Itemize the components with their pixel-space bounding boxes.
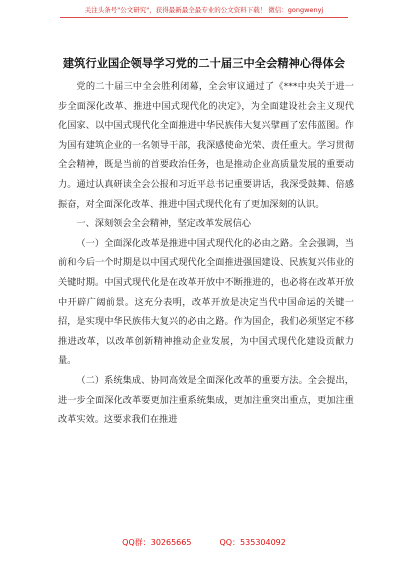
paragraph-intro: 党的二十届三中全会胜利闭幕，全会审议通过了《***中央关于进一步全面深化改革、推进中国式现代化的决定》，为全面建设社会主义现代化国家、以中国式现代化全面推进中华民族伟大复兴擘画了宏伟蓝图。作为国有建筑企业的一名领导干部，我深感使命光荣、责任重大。学习贯彻全会精神，既是当前的首要政治任务，也是推动企业高质量发展的重要动力。通过认真研读全会公报和习近平总书记重要讲话，我深受鼓舞、倍感振奋，对全面深化改革、推进中国式现代化有了更加深刻的认识。 xyxy=(58,81,354,210)
paragraph-point-1: （一）全面深化改革是推进中国式现代化的必由之路。全会强调，当前和今后一个时期是以中国式现代化全面推进强国建设、民族复兴伟业的关键时期。中国式现代化是在改革开放中不断推进的，也必将在改革开放中开辟广阔前景。这充分表明，改革开放是决定当代中国命运的关键一招，是实现中华民族伟大复兴的必由之路。作为国企，我们必须坚定不移推进改革，以改革创新精神推动企业发展，为中国式现代化建设贡献力量。 xyxy=(58,237,354,367)
document-body xyxy=(58,77,354,430)
document-title: 建筑行业国企领导学习党的二十届三中全会精神心得体会 xyxy=(62,56,346,70)
banner-divider xyxy=(60,17,348,18)
footer-contact xyxy=(0,538,408,548)
paragraph-point-2: （二）系统集成、协同高效是全面深化改革的重要方法。全会提出，进一步全面深化改革要更加注重系统集成，更加注重突出重点，更加注重改革实效。这要求我们在推进 xyxy=(58,374,354,426)
top-banner: 关注头条号"公文研究"，获得最新最全最专业的公文资料下载！ 微信：gongwenyj xyxy=(84,6,324,14)
section-heading: 一、深刻领会全会精神，坚定改革发展信心 xyxy=(76,218,251,230)
qq-group: QQ群：30265665 xyxy=(122,538,192,547)
qq-contact: QQ：535304092 xyxy=(219,538,286,547)
